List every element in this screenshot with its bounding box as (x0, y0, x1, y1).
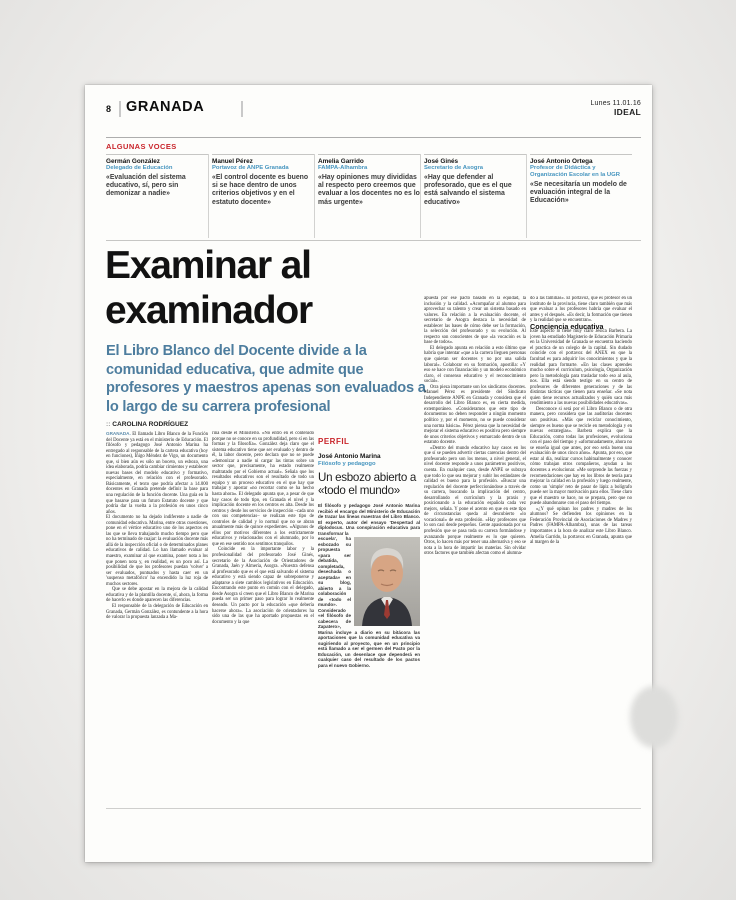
voice-quote: «Se necesitaría un modelo de evaluación integral de la Educación» (530, 180, 627, 204)
perfil-box (318, 437, 420, 809)
marina-photo (354, 537, 420, 626)
masthead: IDEAL (614, 107, 641, 117)
edition-date: Lunes 11.01.16 (590, 100, 641, 107)
perfil-name: José Antonio Marina (318, 453, 381, 460)
body-paragraphs: apuesta por ese pacto basado en la equidad, la inclusión y la calidad. «Acompañar al alumno para aprovechar su talento y crear un sistema basado en valores. En relación a la evaluación docente, el secretario de Asogra destaca la necesidad de establecer las bases de cómo debe ser la formación, la selección del profesorado y su evolución. Al respecto son conscientes de que «la vocación es la base de todos». El delegado apunta en relación a esto último que habría que intentar «que a la carrera lleguen personas que quieran ser docentes y no por una salida laboral». Colaborar en su formación, apostilla: «Y eso se hace con financiación y un modelo económico claro, el consenso educativo y el reconocimiento social». Otra pieza importante son los sindicatos docentes. Manuel Pérez es presidente del Sindicato Independiente ANPE en Granada y considera que el desarrollo del Libro Blanco es, en cierta medida, extemporáneo. «Consideramos que este tipo de documentos no deben responder a ningún momento político y, por el momento, no se puede considerar una norma básica». Pérez piensa que la necesidad de mejorar el sistema educativo es positiva pero siempre de unos criterios objetivos y enmarcado dentro de un estatuto docente. «Dentro del mundo educativo hay casos en los que sí se pueden advertir ciertas carencias dentro del profesorado pero son los menos, a nivel general, el nivel docente responde a unos parámetros positivos, cuenta. En cualquier caso, desde ANPE se subraya que todo lo que sea mejorar y subir los estándares de calidad es bueno para la profesión. «Buscar una regulación del docente perfeccionándose a través de su carrera, buscando la implicación del centro, desarrollando el currículum y la praxis y posicionando a la educación española cada vez mejors, señala. Y pone el acento en que en este tipo de circunstancias queda al descubierto «lo vocacional» de esta profesión. «Hay profesores que lo son casi desde pequeños. Gente apasionada por su profesión que se pasa toda su carrera formándose y avanzando porque realmente es lo que quieren. Otros, lo hacen más por tener una alternativa y eso se nota a la hora de impartir las materias. Sin olvidar otros factores que también afectan como el alumna- (424, 296, 526, 557)
bottom-rule (106, 808, 641, 809)
voice-quote: «Hay opiniones muy divididas al respecto pero creemos que evaluar a los docentes no es lo más urgente» (318, 174, 420, 206)
header-divider-left (119, 101, 121, 117)
voice-role: FAMPA-Alhambra (318, 165, 368, 172)
voice-name: Amelia Garrido (318, 158, 364, 165)
voice-divider (420, 154, 421, 238)
voice-divider (526, 154, 527, 238)
body-paragraphs: rina desde el Ministerio. «No entro en el contenido porque no se conoce en su profundidad, pero sí en las formas y la filosofía». González deja claro que el sistema educativo tiene que ser evaluado y dentro de él, la labor docente, pero declara que no se puede «demonizar a nadie ni cargar las tintas sobre un sector que, precisamente, ha estado realmente maltratado por el Gobierno actual». Señala que los resultados educativos son el resultado de todo un equipo y un proceso educativo en el que hay que trabajar y apostar «no recortar como se ha hecho hasta ahora». El delegado apunta que, a pesar de que hay casos de todo tipo, en Granada el nivel y la implicación docente en los centros es alta. Desde los centros y desde los servicios de inspección –cada uno con sus competencias– se realizan este tipo de controles de calidad y lo normal que no se abran anualmente más de quince expedientes. «Algunos de ellos por motivos diferentes a los estrictamente educativos y relacionados con el alumnado, por lo que en ese sentido nos sentimos tranquilos. Coincide en la importante labor y la profesionalidad del profesorado José Ginés, secretario de la Asociación de Orientadores de Granada, Jaén y Almería, Asogra. «Nuestra defensa al profesorado que es el que está salvando el sistema educativo y está siendo capaz de sobreponerse y adaptarse a siete cambios legislativos en Educación. Encontrando este punto en común con el delegado, desde Asogra sí creen que el Libro Blanco de Marina pueda ser un primer paso para lograr lo realmente deseado. Un pacto por la educación «que debería hacerse ahora». La asociación de orientadores ha sido una de las que ha aportado propuestas en el documento y la que (212, 431, 314, 625)
voice-quote: «Evaluación del sistema educativo, sí, pero sin demonizar a nadie» (106, 174, 186, 198)
voice-role: Portavoz de ANPE Granada (212, 165, 289, 172)
voice-name: Manuel Pérez (212, 158, 253, 165)
perfil-label: PERFIL (318, 437, 350, 446)
voice-card (530, 154, 632, 240)
body-column-4 (424, 296, 526, 798)
voice-name: Germán González (106, 158, 160, 165)
body-column-5 (530, 296, 632, 798)
body-column-2 (212, 431, 314, 795)
byline-mark: :: (106, 421, 111, 428)
voice-name: José Ginés (424, 158, 459, 165)
byline-author: CAROLINA RODRÍGUEZ (112, 421, 189, 428)
conciencia-educativa-subhead: Conciencia educativa (530, 321, 604, 331)
voice-role: Profesor de Didáctica y Organización Escolar en la UGR (530, 165, 621, 178)
perfil-title: Un esbozo abierto a «todo el mundo» (318, 471, 417, 498)
voice-card (318, 154, 420, 240)
algunas-voces-label: ALGUNAS VOCES (106, 142, 177, 151)
perfil-body-text: escuela', ha esbozado su propuesta «para ser debatida, completada, desechada o aceptada» en su blog, abierto a la colaboración de «todo el mundo». Considerado «el filósofo de cabecera de Zapatero», Marina incluye a diario en su bitácora las aportaciones que la comunidad educativa va sugiriendo al proyecto, que en un principio está llamado a ser el germen del Pacto por la Educación, un desenlace que dependerá en cualquier caso del resultado de los pactos para el nuevo Gobierno. (318, 536, 420, 668)
voice-divider (208, 154, 209, 238)
perfil-body-wrap (318, 536, 420, 668)
perfil-role: Filósofo y pedagogo (318, 461, 376, 467)
body-paragraphs: do a las familias». El portavoz, que es profesor en un instituto de la provincia, tiene claro también que más que evaluar a los profesores habría que evaluar el antes y el después. «Es decir, la formación que tienen y la realidad que se encuentran». (530, 296, 632, 324)
marina-portrait-illustration (354, 537, 420, 626)
voice-card (212, 154, 314, 240)
body-column-1 (106, 431, 208, 795)
edition-block (590, 100, 641, 117)
perfil-body: El filósofo y pedagogo José Antonio Marina recibió el encargo del Ministerio de Educación de trazar las líneas maestras del Libro Blanco. El experto, autor del ensayo 'Despertad al diplodocus. Una conspiración educativa para transformar la (318, 503, 420, 536)
scan-artifact-blob (630, 686, 678, 748)
voices-bottom-rule (106, 240, 641, 241)
dateline: GRANADA. (106, 431, 131, 436)
byline (106, 421, 188, 428)
article-headline: Examinar al examinador (105, 244, 312, 332)
header-rule (106, 137, 641, 138)
section-title: GRANADA (126, 99, 205, 115)
header-divider-right (241, 101, 243, 117)
voice-role: Delegado de Educación (106, 165, 173, 172)
page-number: 8 (106, 104, 112, 114)
voice-role: Secretario de Asogra (424, 165, 484, 172)
voice-card (106, 154, 208, 240)
body-text: El llamado Libro Blanco de la Función del Docente ya está en el ministerio de Educación. El filósofo y pedagogo José Antonio Marina ha entregado al responsable de la cartera educativa (hoy en funciones), Íñigo Méndez de Vigo, un documento que, si bien aún es sólo un boceto, un esbozo, una idea elaborada, podría cambiar cimientos y establecer nuevas bases del modelo educativo y formativo, especialmente, en relación con el profesorado. Básicamente, el texto que podría afectar a 14.000 docentes en Granada pretende definir la base para una regulación de la función docente. Una guía en la que basarse para un futuro Estatuto docente y que podría dar la vuelta a la profesión en unos cinco años. (106, 432, 208, 515)
voice-card (424, 154, 526, 240)
voice-quote: «El control docente es bueno si se hace dentro de unos criterios objetivos y en el estatuto docente» (212, 174, 309, 206)
voice-divider (314, 154, 315, 238)
body-paragraphs: El documento no ha dejado indiferente a nadie de comunidad educativa. Marina, entre otras cuestiones, pone en el vértice educativo uno de los aspectos en las que se lleva trabajando mucho tiempo pero que no ha terminado de cuajar: la evaluación docente más allá de la inspección oficial o de determinados planes educativos de calidad. Lo han llamado evaluar al maestro, examinar al que examina, poner nota a los que ponen nota y, en realidad, es un poco así. La posibilidad de que los profesores puedan 'volver' a ser evaluados, puntuados y hasta caer en un 'suspenso metafórico' ha encendido la luz roja de muchos sectores. Que se debe apostar en la mejora de la calidad educativa y de la plantilla docente, sí, ahora, la forma de hacerlo es donde aparecen las diferencias. El responsable de la delegación de Educación en Granada, Germán González, es contundente a la hora de valorar la propuesta lanzada a Ma- (106, 515, 208, 621)
newspaper-page (85, 85, 652, 862)
article-subhead: El Libro Blanco del Docente divide a la comunidad educativa, que admite que profesores y maestros apenas son evaluados a lo largo de su carrera profesional (106, 343, 426, 415)
body-paragraphs: Este aspecto lo tiene muy claro Jésica Barbera. La joven ha estudiado Magisterio de Educación Primaria en la Universidad de Granada se encuentra haciendo el practica de un colegio de la capital. Sin dudado coincide con el portavoz del ANEX en que la facultad es para adquirir los conocimientos y que la realidad para formarte. «En las clases aprendes mucho sobre el currículum, psicología, Organización pero la metodología para trasladar todo eso al aula, nos. Ella está siendo testigo en su centro de profesores de diferentes generaciones y de las distintas tácticas que tienen para enseñar. «Se nota quien tiene recursos actualizados y quién saca más rendimiento a las nuevas posibilidades educativas». Desconoce si será por el Libro Blanco o de otra manera, pero considera que las auditorías docentes son positivas. «Más que reciclar conocimiento, siempre es bueno que se recicle en metodología y en nuevas estrategias». Barbera explica que la Educación, como todas las profesiones, evoluciona con el paso del tiempo y «afortunadamente, ahora no se enseña igual que antes, por eso sería bueno una evaluación de unos cinco años». Apunta, por eso, que estar al día, realizar cursos habitualmente y conocer cómo trabajan otros compañeros, ayudan a los docentes a evolucionar. «Me sorprende las fuerzas y recomendaciones que hay en los libros de teoría para mejorar la calidad en la profesión y luego realmente, como un 'simple' reto de pasar de lápiz a bolígrafo puede ser la mayor motivación para ellos. Tiene claro que el maestro se hace, no se prepara, pero que no puede abandonarse con el paso del tiempo. «¿Y qué opinan los padres y madres de los alumnos? Se defienden los opiniones en la Federación Provincial de Asociaciones de Madres y Padres (FAMPA-Alhambra), unas de las tareas importantes a la hora de analizar este Libro Blanco. Amelia Garrido, la portavoz en Granada, apunta que al margen de la (530, 329, 632, 546)
voice-quote: «Hay que defender al profesorado, que es el que está salvando el sistema educativo» (424, 174, 512, 206)
voice-name: José Antonio Ortega (530, 158, 593, 165)
